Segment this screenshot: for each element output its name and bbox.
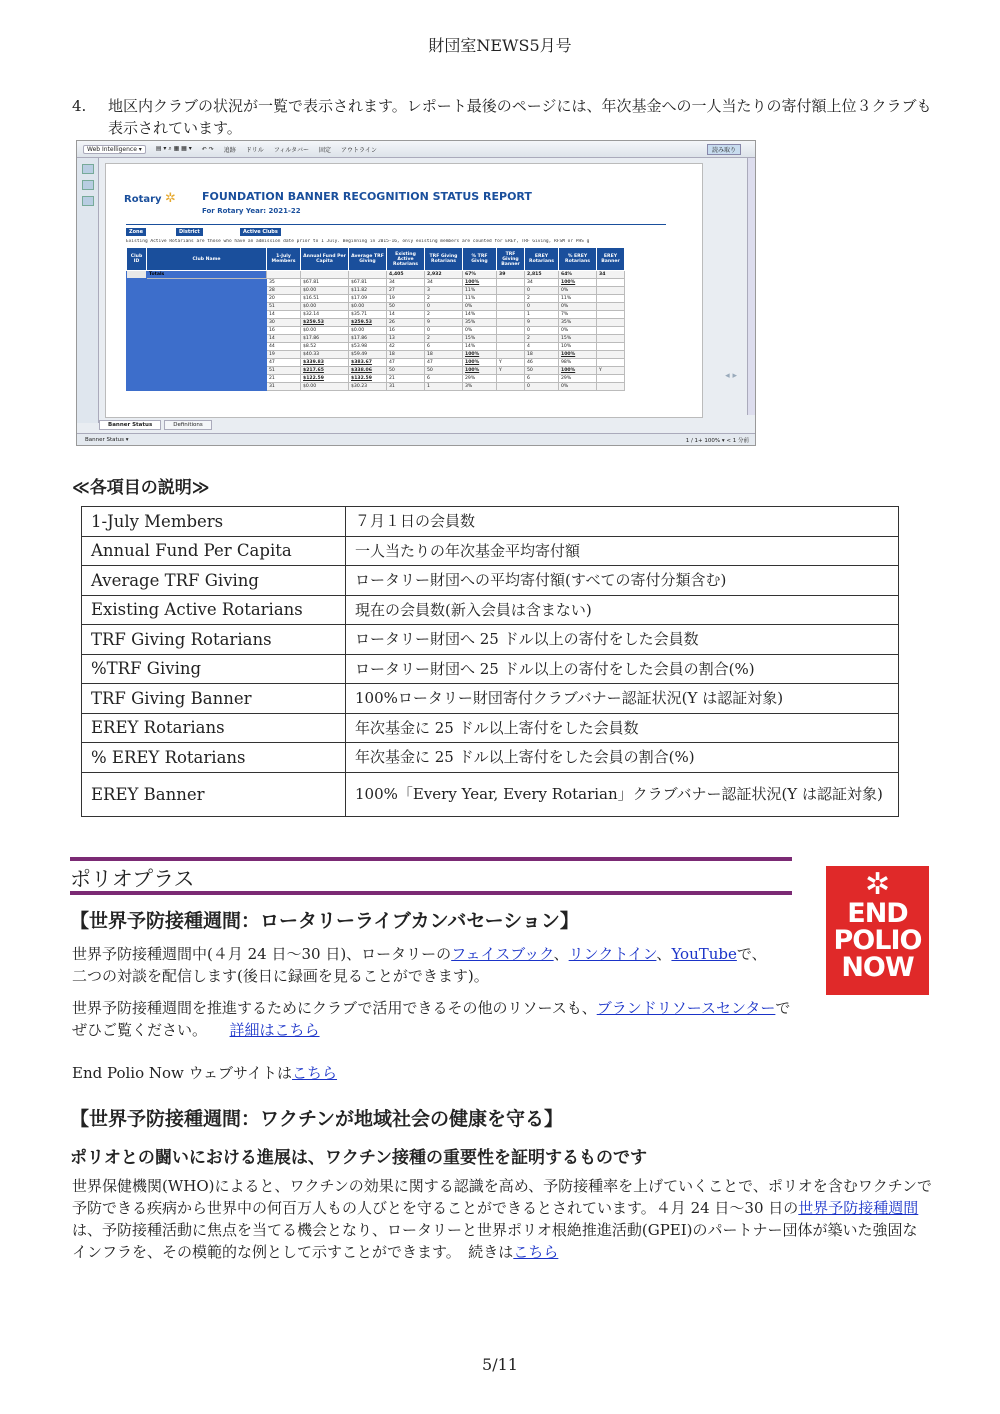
club-id-cell [127,359,147,367]
report-cell: 30 [267,319,301,327]
report-cell: 3% [463,383,497,391]
report-cell: 0 [425,303,463,311]
report-cell: 14 [267,311,301,319]
report-cell: 100% [559,367,597,375]
report-cell: 27 [387,287,425,295]
rotary-wheel-icon: ✲ [864,867,891,902]
report-cell: 15% [559,335,597,343]
report-cell: $0.00 [301,327,349,335]
app-menu[interactable]: Web Intelligence ▾ [83,145,146,154]
report-row [127,319,625,327]
report-cell: 0% [463,303,497,311]
club-id-cell [127,351,147,359]
report-cell: 31 [387,383,425,391]
report-cell: 14 [267,335,301,343]
report-col-header: EREY Banner [597,248,625,271]
report-cell: $383.67 [349,359,387,367]
report-cell: 18 [425,351,463,359]
paragraph-1: 世界予防接種週間中(４月 24 日～30 日)、ロータリーのフェイスブック、リンクトイン、YouTubeで、二つの対談を配信します(後日に録画を見ることができます)。 [72,945,767,985]
totals-cell: 2,932 [425,271,463,279]
report-cell: 0 [525,303,559,311]
report-cell: $0.00 [349,327,387,335]
report-col-header: Annual Fund Per Capita [301,248,349,271]
club-id-cell [127,383,147,391]
report-cell [497,311,525,319]
club-name-cell [147,343,267,351]
report-cell [597,311,625,319]
report-cell [597,327,625,335]
definition-term: 1-July Members [82,507,346,537]
report-cell [597,295,625,303]
report-cell: 0% [559,287,597,295]
totals-cell [267,271,301,279]
report-cell: 26 [387,319,425,327]
immunization-week-link[interactable]: 世界予防接種週間 [798,1199,919,1217]
totals-cell: 67% [463,271,497,279]
report-col-header: TRF Giving Banner [497,248,525,271]
report-cell: 34 [425,279,463,287]
report-cell: 0 [525,327,559,335]
item-text: 地区内クラブの状況が一覧で表示されます。レポート最後のページには、年次基金への一人当たりの寄付額上位３クラブも表示されています。 [108,97,932,137]
totals-cell: 34 [597,271,625,279]
report-cell: 2 [425,335,463,343]
definition-term: TRF Giving Banner [82,684,346,714]
status-bar [77,433,755,445]
report-cell: 100% [463,351,497,359]
club-name-cell [147,367,267,375]
report-cell: 11% [463,295,497,303]
definition-desc: 一人当たりの年次基金平均寄付額 [346,536,899,566]
report-screenshot [76,140,756,446]
report-row [127,383,625,391]
vertical-scrollbar[interactable] [747,158,755,415]
club-id-cell [127,287,147,295]
report-cell: 9 [425,319,463,327]
report-cell [497,327,525,335]
report-cell: 47 [387,359,425,367]
club-id-cell [127,335,147,343]
definitions-table [81,506,899,817]
definition-row [82,684,899,714]
toolbar [77,141,755,158]
report-cell: $17.09 [349,295,387,303]
report-cell: 51 [267,303,301,311]
toolbar-icons: ▤ ▾ ⌕ ▦ ▦ ▾ [155,145,192,152]
report-cell: 100% [559,351,597,359]
status-right[interactable]: 1 / 1+ 100% ▾ < 1 分前 [685,437,749,444]
club-name-cell [147,287,267,295]
report-cell: 100% [559,279,597,287]
report-cell: $0.00 [301,303,349,311]
definition-row [82,713,899,743]
facebook-link[interactable]: フェイスブック [451,945,554,963]
report-cell: 42 [387,343,425,351]
tool-freeze[interactable]: 固定 [319,146,332,154]
filter-active-clubs[interactable]: Active Clubs [240,228,281,236]
report-cell: $40.33 [301,351,349,359]
subheading-polio: ポリオとの闘いにおける進展は、ワクチン接種の重要性を証明するものです [70,1148,647,1168]
continue-link[interactable]: こちら [513,1243,559,1261]
report-cell: 35% [463,319,497,327]
heading-vaccines: 【世界予防接種週間：ワクチンが地域社会の健康を守る】 [70,1108,564,1130]
totals-cell [349,271,387,279]
club-name-cell [147,327,267,335]
report-cell: 47 [425,359,463,367]
page-header: 財団室NEWS5月号 [428,36,572,55]
club-id-cell [127,319,147,327]
heading-live-conversation: 【世界予防接種週間：ロータリーライブカンバセーション】 [70,910,579,932]
report-row [127,375,625,383]
report-cell: $67.81 [349,279,387,287]
read-mode-button[interactable]: 読み取り [707,144,741,155]
club-name-cell [147,279,267,287]
report-cell: 14% [463,343,497,351]
report-cell: 2 [525,335,559,343]
report-cell [497,295,525,303]
definition-desc: ７月１日の会員数 [346,507,899,537]
report-cell: 9 [525,319,559,327]
end-polio-now-link[interactable]: こちら [292,1064,338,1082]
report-cell: $0.00 [349,303,387,311]
report-col-header: Club ID [127,248,147,271]
report-cell [497,383,525,391]
report-cell [497,319,525,327]
report-cell: 0% [463,327,497,335]
report-cell: $338.06 [349,367,387,375]
report-cell: $0.00 [301,383,349,391]
definition-term: Annual Fund Per Capita [82,536,346,566]
report-col-header: TRF Giving Rotarians [425,248,463,271]
report-row [127,303,625,311]
report-cell: 34 [387,279,425,287]
definition-row [82,507,899,537]
report-cell: 13 [387,335,425,343]
report-cell [597,343,625,351]
report-cell: 28 [267,287,301,295]
report-cell: 1 [525,311,559,319]
report-cell: $59.49 [349,351,387,359]
report-cell [597,335,625,343]
report-subtitle: For Rotary Year: 2021-22 [202,207,301,215]
tool-drill[interactable]: ドリル [245,146,264,154]
report-row [127,335,625,343]
tool-filter[interactable]: フィルタバー [273,146,309,154]
report-page [105,163,703,418]
definition-term: EREY Banner [82,772,346,816]
report-cell: 0 [525,287,559,295]
paragraph-4: 世界保健機関(WHO)によると、ワクチンの効果に関する認識を高め、予防接種率を上げていくことで、ポリオを含むワクチンで予防できる疾病から世界中の何百万人もの人びとを守ることができるとされています。４月 24 日～30 日の世界予防接種週間は、予防接種活動に焦点を当てる機会となり、ロータリーと世界ポリオ根絶推進活動(GPEI)のパートナー団体が築いた強固なインフラを、その模範的な例として示すことができます。 続きはこちら [72,1177,932,1261]
end-polio-now-logo: ✲ END POLIO NOW [826,866,929,995]
report-cell [497,303,525,311]
report-cell: 29% [559,375,597,383]
report-col-header: % EREY Rotarians [559,248,597,271]
report-cell: 3 [425,287,463,295]
navigation-icon[interactable] [82,164,94,174]
report-cell: Y [497,367,525,375]
report-cell: 14 [387,311,425,319]
totals-cell: Totals [147,271,267,279]
definition-term: TRF Giving Rotarians [82,625,346,655]
report-row [127,279,625,287]
report-cell: 20 [267,295,301,303]
report-cell: $8.52 [301,343,349,351]
report-cell: 2 [525,295,559,303]
definition-row [82,772,899,816]
report-cell: 6 [425,343,463,351]
report-cell: 50 [525,367,559,375]
report-cell: Y [497,359,525,367]
report-cell: 100% [463,279,497,287]
totals-cell: 4,405 [387,271,425,279]
report-cell: $16.51 [301,295,349,303]
report-cell: 44 [267,343,301,351]
club-id-cell [127,271,147,279]
definition-row [82,536,899,566]
definition-desc: ロータリー財団へ 25 ドル以上の寄付をした会員の割合(%) [346,654,899,684]
report-totals-row [127,271,625,279]
paragraph-2: 世界予防接種週間を推進するためにクラブで活用できるその他のリソースも、ブランドリソースセンターでぜひご覧ください。 詳細はこちら [72,999,791,1039]
definition-row [82,625,899,655]
report-cell [497,343,525,351]
definition-term: EREY Rotarians [82,713,346,743]
report-cell: 35 [267,279,301,287]
report-cell: 100% [463,359,497,367]
club-name-cell [147,335,267,343]
report-cell [597,375,625,383]
club-name-cell [147,295,267,303]
report-cell: $32.14 [301,311,349,319]
report-cell: 35% [559,319,597,327]
definition-desc: 年次基金に 25 ドル以上寄付をした会員数 [346,713,899,743]
club-id-cell [127,375,147,383]
definition-term: Average TRF Giving [82,566,346,596]
report-col-header: % TRF Giving [463,248,497,271]
report-cell: 50 [387,367,425,375]
report-col-header: EREY Rotarians [525,248,559,271]
report-cell: $339.83 [301,359,349,367]
report-cell: 100% [463,367,497,375]
report-cell [597,279,625,287]
legend-title: ≪各項目の説明≫ [72,478,210,498]
club-name-cell [147,351,267,359]
report-cell: $17.86 [301,335,349,343]
report-row [127,327,625,335]
details-link[interactable]: 詳細はこちら [229,1021,320,1039]
club-id-cell [127,327,147,335]
definition-desc: ロータリー財団への平均寄付額(すべての寄付分類含む) [346,566,899,596]
club-id-cell [127,311,147,319]
side-panel [77,158,99,423]
club-id-cell [127,295,147,303]
definition-desc: 現在の会員数(新入会員は含まない) [346,595,899,625]
totals-cell [301,271,349,279]
rotary-logo: Rotary ✲ [124,191,176,206]
report-cell: 1 [425,383,463,391]
report-cell: 21 [267,375,301,383]
club-name-cell [147,303,267,311]
report-cell: $11.82 [349,287,387,295]
report-cell: 4 [525,343,559,351]
report-cell: 0 [525,383,559,391]
report-cell: 51 [267,367,301,375]
tool-outline[interactable]: アウトライン [341,146,377,154]
report-cell: 2 [425,295,463,303]
report-cell: $30.23 [349,383,387,391]
report-row [127,311,625,319]
report-cell [597,287,625,295]
report-cell: $122.59 [301,375,349,383]
section-rule-top [70,857,792,861]
report-cell [597,351,625,359]
definition-term: Existing Active Rotarians [82,595,346,625]
report-cell: 18 [525,351,559,359]
club-name-cell [147,311,267,319]
totals-cell: 64% [559,271,597,279]
tab-banner-status[interactable]: Banner Status [99,420,161,430]
definition-desc: 100%ロータリー財団寄付クラブバナー認証状況(Y は認証対象) [346,684,899,714]
status-left[interactable]: Banner Status ▾ [85,436,129,443]
report-cell: 46 [525,359,559,367]
report-cell: 29% [463,375,497,383]
report-title: FOUNDATION BANNER RECOGNITION STATUS REPORT [202,190,532,203]
report-row [127,343,625,351]
report-table [126,247,625,391]
filter-district[interactable]: District [176,228,203,236]
report-cell: 16 [387,327,425,335]
report-cell: 34 [525,279,559,287]
page-nav-arrows[interactable]: ◂ ▸ [725,371,737,381]
report-cell: 6 [525,375,559,383]
report-cell: $259.53 [301,319,349,327]
definition-term: % EREY Rotarians [82,743,346,773]
report-cell: 16 [267,327,301,335]
item-number: 4. [72,97,87,115]
brand-resource-link[interactable]: ブランドリソースセンター [596,999,776,1017]
report-cell [597,359,625,367]
report-cell [597,383,625,391]
club-name-cell [147,319,267,327]
tab-definitions[interactable]: Definitions [164,420,212,430]
report-cell: 0 [425,327,463,335]
report-cell: 10% [559,343,597,351]
report-cell [597,303,625,311]
report-col-header: Club Name [147,248,267,271]
report-cell: $17.86 [349,335,387,343]
report-cell: Y [597,367,625,375]
report-col-header: 1-July Members [267,248,301,271]
report-cell: $132.59 [349,375,387,383]
report-cell [497,375,525,383]
definition-desc: ロータリー財団へ 25 ドル以上の寄付をした会員数 [346,625,899,655]
definition-row [82,743,899,773]
page-number: 5/11 [482,1355,518,1374]
club-id-cell [127,367,147,375]
report-cell: 2 [425,311,463,319]
club-name-cell [147,359,267,367]
totals-cell: 39 [497,271,525,279]
club-id-cell [127,343,147,351]
tool-track[interactable]: 追跡 [223,146,236,154]
definition-row [82,566,899,596]
structure-icon[interactable] [82,196,94,206]
report-cell [597,319,625,327]
club-name-cell [147,375,267,383]
report-cell [497,351,525,359]
report-cell: 14% [463,311,497,319]
report-cell [497,335,525,343]
report-cell: 7% [559,311,597,319]
report-row [127,287,625,295]
section-rule-bottom [70,891,792,895]
item-4 [72,95,932,139]
report-row [127,359,625,367]
report-cell: $35.71 [349,311,387,319]
report-cell: 19 [267,351,301,359]
report-note: Existing Active Rotarians are those who have an admission date prior to 1 July. Beginning in 2015-16, only existing members are counted for EREY, TRF Giving, RFSM or PHS g [126,239,590,244]
report-cell: 18 [387,351,425,359]
report-cell: 19 [387,295,425,303]
report-cell: 11% [559,295,597,303]
report-cell: 50 [425,367,463,375]
report-row [127,351,625,359]
section-title: ポリオプラス [70,867,195,891]
definition-row [82,595,899,625]
club-name-cell [147,383,267,391]
report-tabs [99,420,212,430]
youtube-link[interactable]: YouTube [671,945,737,963]
definition-term: %TRF Giving [82,654,346,684]
report-col-header: Existing Active Rotarians [387,248,425,271]
report-cell [497,279,525,287]
definition-row [82,654,899,684]
definition-desc: 年次基金に 25 ドル以上寄付をした会員の割合(%) [346,743,899,773]
report-cell: $67.81 [301,279,349,287]
report-cell: 31 [267,383,301,391]
report-cell: $217.65 [301,367,349,375]
report-cell: 6 [425,375,463,383]
report-cell: 50 [387,303,425,311]
totals-cell: 2,815 [525,271,559,279]
club-id-cell [127,303,147,311]
paragraph-3: End Polio Now ウェブサイトはこちら [72,1064,338,1082]
report-cell: 47 [267,359,301,367]
undo-icon[interactable]: ↶ ↷ [201,145,214,153]
report-cell: 0% [559,303,597,311]
report-cell [497,287,525,295]
filter-zone[interactable]: Zone [126,228,146,236]
report-cell: $259.53 [349,319,387,327]
report-cell: 0% [559,327,597,335]
report-cell: 0% [559,383,597,391]
report-row [127,295,625,303]
report-col-header: Average TRF Giving [349,248,387,271]
club-id-cell [127,279,147,287]
report-cell: $53.98 [349,343,387,351]
report-row [127,367,625,375]
linkedin-link[interactable]: リンクトイン [568,945,657,963]
report-cell: 11% [463,287,497,295]
definition-desc: 100%「Every Year, Every Rotarian」クラブバナー認証状況(Y は認証対象) [346,772,899,816]
list-icon[interactable] [82,180,94,190]
report-cell: $0.00 [301,287,349,295]
rotary-wheel-icon: ✲ [165,191,176,206]
report-cell: 98% [559,359,597,367]
report-cell: 15% [463,335,497,343]
report-cell: 21 [387,375,425,383]
divider [126,224,666,225]
